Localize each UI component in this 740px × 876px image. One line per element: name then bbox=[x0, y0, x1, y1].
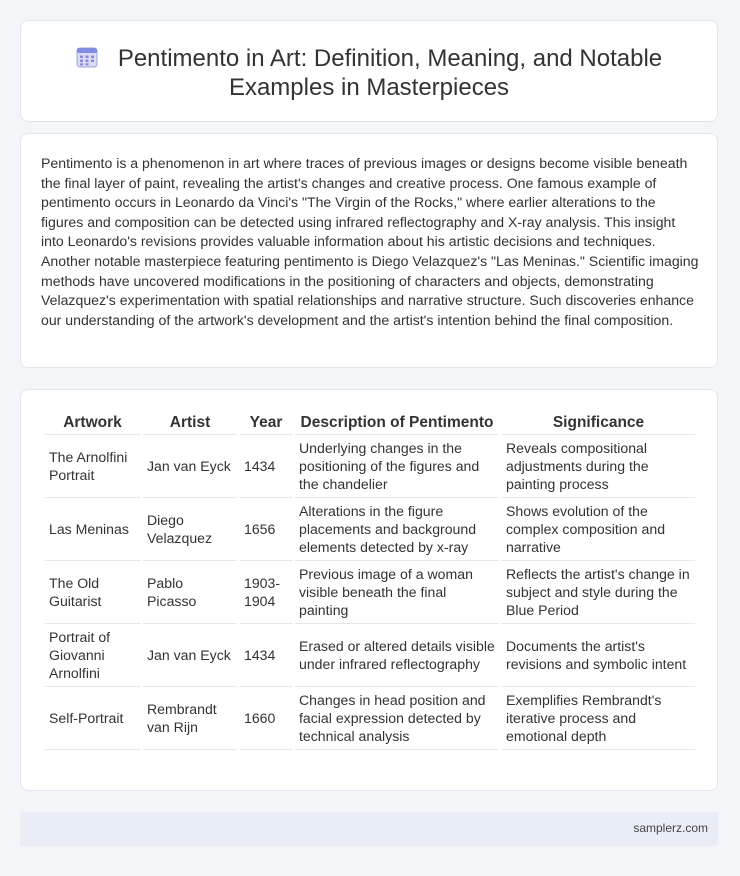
cell-year: 1656 bbox=[240, 498, 292, 561]
cell-artist: Rembrandt van Rijn bbox=[143, 687, 237, 750]
header-artist: Artist bbox=[143, 412, 237, 435]
table-row bbox=[45, 687, 695, 750]
cell-description: Erased or altered details visible under infrared reflectography bbox=[295, 624, 499, 687]
header-artwork: Artwork bbox=[45, 412, 140, 435]
cell-artist: Pablo Picasso bbox=[143, 561, 237, 624]
table-row bbox=[45, 561, 695, 624]
cell-significance: Shows evolution of the complex composition and narrative bbox=[502, 498, 695, 561]
cell-description: Alterations in the figure placements and background elements detected by x-ray bbox=[295, 498, 499, 561]
table-card bbox=[20, 389, 718, 791]
title-card bbox=[20, 20, 718, 122]
cell-significance: Documents the artist's revisions and symbolic intent bbox=[502, 624, 695, 687]
cell-year: 1434 bbox=[240, 624, 292, 687]
cell-significance: Reveals compositional adjustments during the painting process bbox=[502, 435, 695, 498]
cell-artwork: Portrait of Giovanni Arnolfini bbox=[45, 624, 140, 687]
cell-artwork: Self-Portrait bbox=[45, 687, 140, 750]
cell-description: Changes in head position and facial expression detected by technical analysis bbox=[295, 687, 499, 750]
cell-description: Underlying changes in the positioning of the figures and the chandelier bbox=[295, 435, 499, 498]
cell-significance: Exemplifies Rembrandt's iterative process and emotional depth bbox=[502, 687, 695, 750]
page-title bbox=[21, 44, 717, 102]
table-row bbox=[45, 435, 695, 498]
table-row bbox=[45, 498, 695, 561]
cell-year: 1434 bbox=[240, 435, 292, 498]
cell-artwork: Las Meninas bbox=[45, 498, 140, 561]
intro-card bbox=[20, 133, 718, 368]
pentimento-table bbox=[42, 412, 698, 750]
header-significance: Significance bbox=[502, 412, 695, 435]
cell-artwork: The Old Guitarist bbox=[45, 561, 140, 624]
cell-artist: Diego Velazquez bbox=[143, 498, 237, 561]
title-line-1: Pentimento in Art: Definition, Meaning, and Notable bbox=[117, 45, 663, 72]
cell-description: Previous image of a woman visible beneath the final painting bbox=[295, 561, 499, 624]
cell-significance: Reflects the artist's change in subject and style during the Blue Period bbox=[502, 561, 695, 624]
table-row bbox=[45, 624, 695, 687]
footer-site-link[interactable]: samplerz.com bbox=[633, 821, 708, 835]
cell-artist: Jan van Eyck bbox=[143, 624, 237, 687]
cell-year: 1660 bbox=[240, 687, 292, 750]
calendar-icon bbox=[76, 46, 98, 68]
cell-year: 1903-1904 bbox=[240, 561, 292, 624]
table-header-row bbox=[45, 412, 695, 435]
header-description: Description of Pentimento bbox=[295, 412, 499, 435]
title-line-2: Examples in Masterpieces bbox=[228, 74, 510, 101]
cell-artist: Jan van Eyck bbox=[143, 435, 237, 498]
footer bbox=[20, 812, 718, 846]
header-year: Year bbox=[240, 412, 292, 435]
cell-artwork: The Arnolfini Portrait bbox=[45, 435, 140, 498]
intro-paragraph: Pentimento is a phenomenon in art where traces of previous images or designs become visible beneath the final layer of paint, revealing the artist's changes and creative process. One famous example of pentimento occurs in Leonardo da Vinci's "The Virgin of the Rocks," where earlier alterations to the figures and composition can be detected using infrared reflectography and X-ray analysis. This insight into Leonardo's revisions provides valuable information about his artistic decisions and techniques. Another notable masterpiece featuring pentimento is Diego Velazquez's "Las Meninas." Scientific imaging methods have uncovered modifications in the positioning of characters and objects, demonstrating Velazquez's experimentation with spatial relationships and narrative structure. Such discoveries enhance our understanding of the artwork's development and the artist's intention behind the final composition. bbox=[41, 155, 699, 328]
